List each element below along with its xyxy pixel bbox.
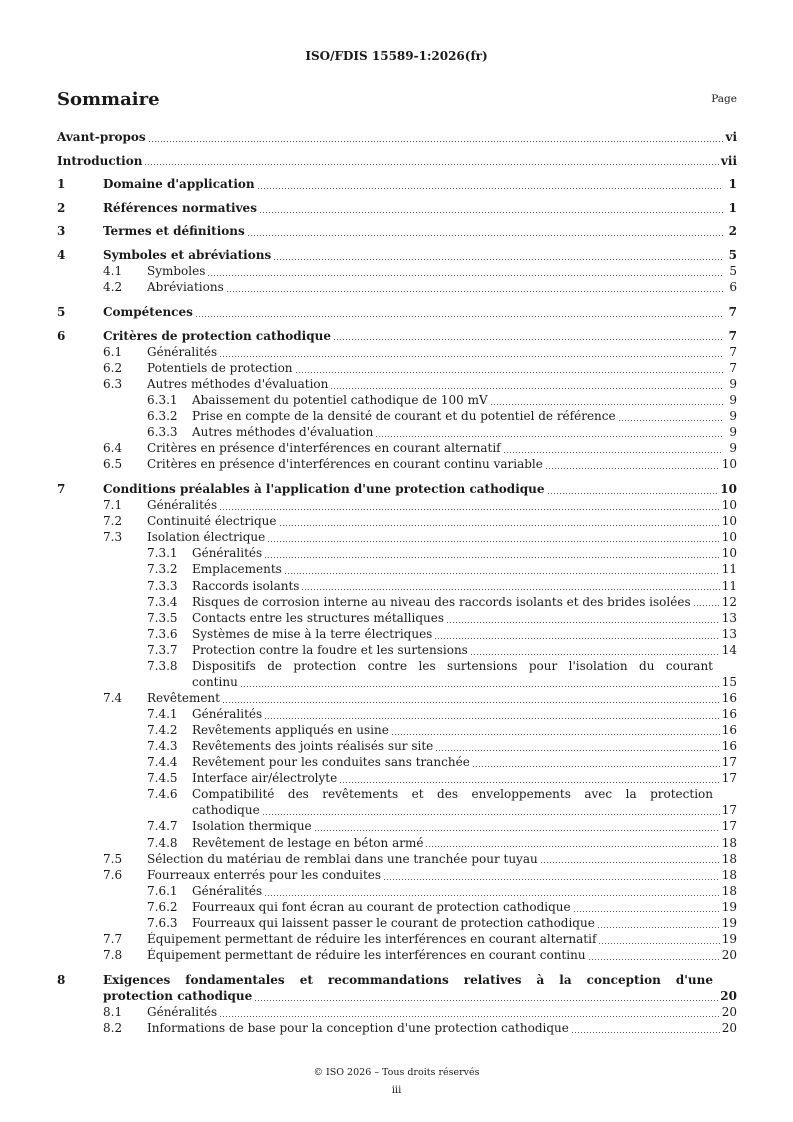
dot-leader [258,188,723,189]
toc-entry-title-last-line [192,674,737,690]
toc-entry-page-number: 13 [721,610,737,625]
toc-entry-7-3-5[interactable] [57,610,737,626]
toc-entry-page-number: vi [725,130,737,144]
dot-leader [546,468,720,469]
toc-entry-title: Généralités [192,707,263,721]
dot-leader [265,557,720,558]
toc-entry-7-3-1[interactable] [57,545,737,561]
toc-entry-3[interactable] [57,223,737,239]
toc-entry-7-6[interactable] [57,867,737,883]
toc-entry-number: 1 [57,177,66,192]
toc-entry-number: 7.4.6 [147,787,178,802]
toc-entry-page-number: 10 [721,457,737,472]
dot-leader [241,686,720,687]
toc-entry-7-4[interactable] [57,690,737,706]
toc-entry-number: 6.3.3 [147,424,178,439]
toc-entry-8[interactable] [57,972,737,1004]
dot-leader [149,141,723,142]
dot-leader [227,291,723,292]
toc-entry-title: Informations de base pour la conception d'une protection cathodique [147,1021,569,1036]
dot-leader [220,509,720,510]
toc-entry-number: 6.4 [103,441,123,455]
toc-entry-number: 4 [57,247,66,262]
toc-entry-title-last-line [103,988,737,1004]
toc-entry-6-2[interactable] [57,360,737,376]
toc-entry-page-number: 9 [729,441,737,455]
toc-entry-page-number: 1 [728,200,737,215]
toc-entry-page-number: 20 [721,1021,737,1036]
toc-entry-2[interactable] [57,200,737,216]
toc-entry-7-4-3[interactable] [57,738,737,754]
toc-entry-title: Symboles et abréviations [103,247,272,262]
toc-entry-7-4-4[interactable] [57,754,737,770]
toc-entry-title-continuation: continu [192,674,238,689]
dot-leader [220,356,723,357]
dot-leader [302,589,719,590]
toc-entry-title: Domaine d'application [103,177,255,192]
toc-entry-number: 6 [57,328,66,343]
toc-entry-number: 6.3 [103,376,123,391]
dot-leader [541,862,720,863]
toc-entry-number: 7.2 [103,514,123,529]
toc-entry-number: 7.4.3 [147,739,178,754]
toc-entry-title: Exigences fondamentales et recommandations relatives à la conception d'une [103,973,713,987]
toc-entry-page-number: 1 [728,177,737,192]
toc-entry-title: Équipement permettant de réduire les interférences en courant continu [147,947,586,962]
toc-entry-6-4[interactable] [57,440,737,456]
toc-entry-page-number: 19 [721,931,737,946]
toc-entry-page-number: 5 [728,247,737,262]
toc-entry-7-4-2[interactable] [57,722,737,738]
toc-entry-number: 7.3 [103,530,123,545]
toc-entry-page-number: 10 [721,498,737,513]
toc-entry-title-continuation: protection cathodique [103,989,253,1004]
dot-leader [196,316,723,317]
toc-entry-7-2[interactable] [57,513,737,529]
toc-entry-page-number: 20 [721,947,737,962]
dot-leader [392,734,720,735]
toc-list [57,129,737,1036]
toc-entry-title: Isolation thermique [192,819,312,834]
toc-entry-title-last-line [192,802,737,818]
toc-entry-title-continuation: cathodique [192,803,260,818]
dot-leader [376,436,723,437]
toc-entry-page-number: 10 [720,482,737,497]
toc-entry-7-4-7[interactable] [57,818,737,834]
dot-leader [694,605,720,606]
toc-entry-number: 7.4.4 [147,755,178,770]
toc-entry-page-number: 17 [721,771,737,786]
toc-entry-title: Fourreaux enterrés pour les conduites [147,867,382,882]
toc-entry-title: Termes et définitions [103,224,245,239]
toc-entry-number: 3 [57,224,66,239]
toc-entry-number: 7.3.4 [147,594,178,609]
toc-entry-title: Revêtement de lestage en béton armé [192,835,424,850]
toc-entry-page-number: 7 [729,360,737,375]
toc-entry-title: Interface air/électrolyte [192,771,338,786]
toc-entry-7-3-8[interactable] [57,658,737,690]
toc-entry-page-number: 16 [721,690,737,705]
toc-entry-7-6-2[interactable] [57,899,737,915]
toc-entry-page-number: 16 [721,739,737,754]
toc-entry-title: Abaissement du potentiel cathodique de 100 mV [192,392,488,407]
toc-entry-page-number: 17 [721,803,737,818]
toc-entry-title-block [192,658,737,690]
toc-entry-page-number: 11 [721,578,737,593]
toc-entry-title: Généralités [192,546,263,561]
dot-leader [334,339,723,340]
toc-entry-title: Généralités [192,883,263,898]
toc-entry-number: 7.3.3 [147,578,178,593]
dot-leader [619,420,723,421]
toc-entry-title: Conditions préalables à l'application d'une protection cathodique [103,482,545,497]
toc-entry-title: Protection contre la foudre et les surtensions [192,642,468,657]
toc-entry-title: Abréviations [147,279,224,294]
dot-leader [268,541,720,542]
toc-entry-number: 7.4.2 [147,723,178,738]
dot-leader [384,879,720,880]
toc-entry-1[interactable] [57,176,737,192]
toc-entry-7-7[interactable] [57,931,737,947]
toc-entry-page-number: 19 [721,915,737,930]
toc-entry-7-3-7[interactable] [57,642,737,658]
toc-entry-page-number: 10 [721,530,737,545]
dot-leader [208,275,723,276]
toc-entry-title: Compatibilité des revêtements et des enveloppements avec la protection [192,787,713,802]
dot-leader [220,1016,720,1017]
toc-entry-number: 7.4.7 [147,819,178,834]
toc-entry-number: 7.8 [103,947,123,962]
dot-leader [255,1000,718,1001]
toc-entry-title: Continuité électrique [147,514,277,529]
toc-entry-title: Critères en présence d'interférences en courant continu variable [147,457,543,472]
toc-entry-number: 6.2 [103,360,123,375]
toc-entry-page-number: 18 [721,867,737,882]
dot-leader [426,846,719,847]
toc-entry-title: Raccords isolants [192,578,300,593]
toc-entry-page-number: 9 [729,408,737,423]
toc-entry-6-3-1[interactable] [57,392,737,408]
toc-entry-number: 7.4.1 [147,707,178,721]
toc-entry-title: Revêtement pour les conduites sans tranchée [192,755,470,770]
toc-entry-page-number: 14 [721,642,737,657]
toc-entry-7-4-5[interactable] [57,770,737,786]
toc-entry-page-number: 20 [720,989,737,1004]
toc-entry-title: Généralités [147,344,218,359]
toc-entry-6[interactable] [57,328,737,344]
dot-leader [248,235,723,236]
dot-leader [296,372,723,373]
dot-leader [331,388,723,389]
toc-entry-page-number: 5 [729,263,737,278]
toc-entry-title: Introduction [57,153,143,168]
toc-entry-page-number: 18 [721,835,737,850]
toc-entry-number: 5 [57,305,66,319]
dot-leader [447,622,720,623]
dot-leader [436,750,719,751]
toc-entry-number: 6.3.1 [147,392,178,407]
dot-leader [473,766,720,767]
toc-entry-page-number: 7 [728,305,737,319]
toc-entry-7-3-4[interactable] [57,594,737,610]
copyright-notice: © ISO 2026 – Tous droits réservés [313,1067,480,1078]
toc-entry-6-1[interactable] [57,344,737,360]
toc-entry-title: Généralités [147,498,218,513]
toc-entry-number: 7.3.6 [147,626,178,641]
toc-entry-number: 7.5 [103,851,123,866]
toc-entry-page-number: 16 [721,723,737,738]
toc-entry-page-number: 12 [721,594,737,609]
toc-entry-title: Critères de protection cathodique [103,328,331,343]
toc-entry-4[interactable] [57,247,737,263]
toc-entry-7-4-6[interactable] [57,786,737,818]
toc-entry-title: Fourreaux qui laissent passer le courant de protection cathodique [192,915,595,930]
toc-entry-number: 8.1 [103,1005,123,1020]
toc-entry-number: 7 [57,482,66,497]
toc-entry-page-number: 18 [721,851,737,866]
toc-entry-number: 7.4 [103,690,123,705]
page-title: Sommaire [57,89,160,110]
toc-entry-page-number: 6 [729,279,737,294]
toc-entry-title: Revêtements des joints réalisés sur site [192,739,434,754]
toc-entry-7-8[interactable] [57,947,737,963]
toc-entry-title: Fourreaux qui font écran au courant de protection cathodique [192,899,571,914]
toc-entry-title-block [192,786,737,818]
toc-entry-page-number: 13 [721,626,737,641]
toc-entry-title: Potentiels de protection [147,360,293,375]
toc-entry-avant-propos[interactable] [57,129,737,145]
toc-entry-number: 8 [57,973,66,987]
dot-leader [574,911,720,912]
toc-entry-7-3-6[interactable] [57,626,737,642]
toc-entry-number: 7.4.5 [147,771,178,786]
toc-entry-7-3-2[interactable] [57,561,737,577]
toc-entry-title: Autres méthodes d'évaluation [192,424,374,439]
toc-entry-title: Équipement permettant de réduire les interférences en courant alternatif [147,931,597,946]
toc-entry-number: 6.3.2 [147,408,178,423]
toc-entry-title: Critères en présence d'interférences en courant alternatif [147,441,501,455]
dot-leader [599,943,719,944]
page-number: iii [391,1085,402,1096]
toc-entry-5[interactable] [57,304,737,320]
toc-entry-4-1[interactable] [57,263,737,279]
toc-entry-number: 4.2 [103,279,123,294]
toc-entry-page-number: 15 [721,674,737,689]
toc-entry-number: 7.6.1 [147,883,178,898]
toc-entry-page-number: 9 [729,376,737,391]
dot-leader [589,959,720,960]
toc-entry-number: 6.1 [103,344,123,359]
toc-entry-7-5[interactable] [57,851,737,867]
toc-entry-number: 7.6.3 [147,915,178,930]
toc-entry-title: Références normatives [103,200,257,215]
toc-entry-number: 7.6.2 [147,899,178,914]
toc-entry-page-number: 20 [721,1005,737,1020]
toc-entry-page-number: 7 [728,328,737,343]
dot-leader [340,782,720,783]
toc-entry-6-5[interactable] [57,456,737,472]
dot-leader [260,212,723,213]
dot-leader [491,404,723,405]
toc-entry-number: 7.7 [103,931,123,946]
toc-entry-6-3-2[interactable] [57,408,737,424]
toc-entry-7-4-8[interactable] [57,835,737,851]
toc-entry-title: Risques de corrosion interne au niveau des raccords isolants et des brides isolées [192,594,691,609]
toc-entry-number: 7.4.8 [147,835,178,850]
toc-entry-title: Sélection du matériau de remblai dans une tranchée pour tuyau [147,851,538,866]
document-identifier: ISO/FDIS 15589-1:2026(fr) [305,49,488,63]
toc-entry-title: Isolation électrique [147,530,266,545]
toc-entry-page-number: 9 [729,424,737,439]
dot-leader [435,638,719,639]
toc-entry-number: 7.3.1 [147,546,178,561]
toc-entry-number: 7.3.2 [147,562,178,577]
toc-entry-8-2[interactable] [57,1020,737,1036]
page-column-label: Page [711,93,737,105]
toc-entry-title: Dispositifs de protection contre les surtensions pour l'isolation du courant [192,658,713,673]
toc-entry-page-number: 16 [721,707,737,721]
toc-entry-page-number: 10 [721,546,737,561]
toc-entry-title: Avant-propos [57,130,146,144]
toc-entry-page-number: 18 [721,883,737,898]
toc-entry-7-6-1[interactable] [57,883,737,899]
dot-leader [145,164,718,165]
dot-leader [263,814,720,815]
dot-leader [471,654,720,655]
toc-entry-title: Autres méthodes d'évaluation [147,376,329,391]
dot-leader [280,525,720,526]
toc-entry-title: Prise en compte de la densité de courant et du potentiel de référence [192,408,616,423]
toc-entry-title: Contacts entre les structures métalliques [192,610,445,625]
toc-entry-title-block [103,972,737,1004]
toc-entry-title: Revêtement [147,690,220,705]
toc-entry-number: 7.3.5 [147,610,178,625]
toc-entry-page-number: 9 [729,392,737,407]
toc-entry-8-1[interactable] [57,1004,737,1020]
toc-entry-7-6-3[interactable] [57,915,737,931]
toc-entry-title: Systèmes de mise à la terre électriques [192,626,433,641]
dot-leader [285,573,720,574]
dot-leader [504,452,723,453]
toc-entry-title: Compétences [103,305,193,319]
toc-entry-title: Généralités [147,1005,218,1020]
toc-entry-page-number: 10 [721,514,737,529]
toc-entry-7[interactable] [57,481,737,497]
toc-entry-title: Symboles [147,263,206,278]
toc-entry-7-3-3[interactable] [57,578,737,594]
toc-entry-7-3[interactable] [57,529,737,545]
dot-leader [598,927,720,928]
toc-entry-6-3[interactable] [57,376,737,392]
toc-entry-4-2[interactable] [57,279,737,295]
toc-entry-7-4-1[interactable] [57,706,737,722]
toc-entry-number: 2 [57,200,66,215]
toc-entry-number: 7.3.8 [147,658,178,673]
toc-entry-6-3-3[interactable] [57,424,737,440]
toc-entry-number: 8.2 [103,1021,123,1036]
toc-entry-title: Revêtements appliqués en usine [192,723,389,738]
toc-entry-page-number: 17 [721,755,737,770]
toc-entry-page-number: 2 [728,224,737,239]
toc-entry-title: Emplacements [192,562,282,577]
toc-entry-number: 7.1 [103,498,123,513]
dot-leader [223,702,720,703]
dot-leader [265,895,720,896]
toc-entry-number: 4.1 [103,263,123,278]
toc-entry-introduction[interactable] [57,153,737,169]
toc-entry-page-number: 11 [721,562,737,577]
dot-leader [572,1032,720,1033]
dot-leader [265,718,720,719]
toc-entry-page-number: 19 [721,899,737,914]
toc-entry-page-number: 7 [729,344,737,359]
toc-entry-number: 7.3.7 [147,642,178,657]
toc-entry-number: 6.5 [103,457,123,472]
dot-leader [315,830,720,831]
toc-entry-page-number: vii [720,153,737,168]
toc-entry-number: 7.6 [103,867,123,882]
dot-leader [274,259,723,260]
toc-entry-7-1[interactable] [57,497,737,513]
toc-entry-page-number: 17 [721,819,737,834]
dot-leader [548,493,719,494]
